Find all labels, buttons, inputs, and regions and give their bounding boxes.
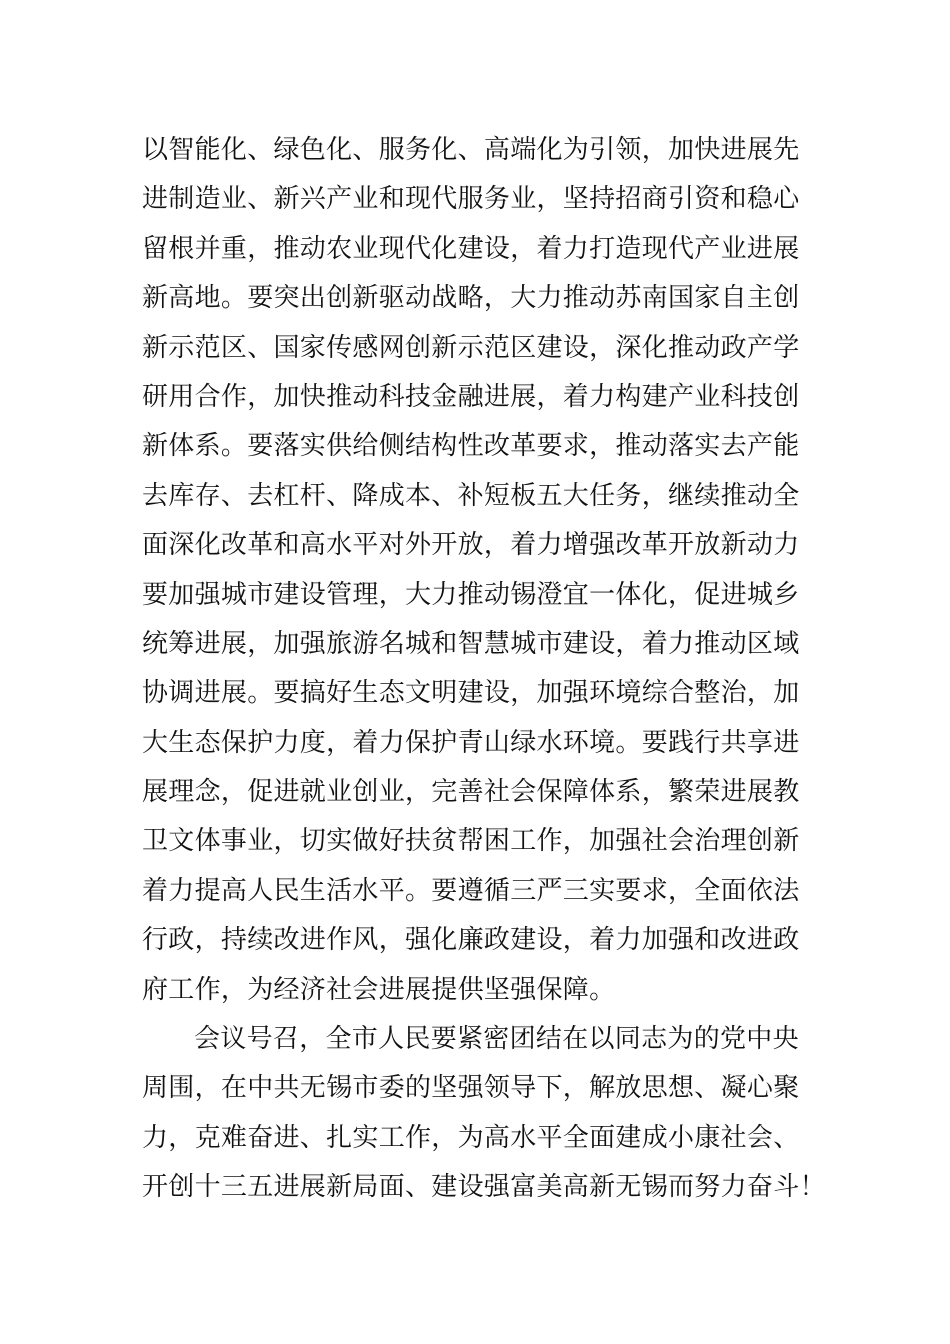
text-line: 研用合作，加快推动科技金融进展，着力构建产业科技创 bbox=[142, 381, 800, 412]
text-line: 力，克难奋进、扎实工作，为高水平全面建成小康社会、 bbox=[142, 1122, 800, 1153]
text-line: 卫文体事业，切实做好扶贫帮困工作，加强社会治理创新 bbox=[142, 826, 800, 857]
text-line: 府工作，为经济社会进展提供坚强保障。 bbox=[142, 974, 616, 1005]
text-line: 协调进展。要搞好生态文明建设，加强环境综合整治，加 bbox=[142, 678, 800, 709]
text-line: 面深化改革和高水平对外开放，着力增强改革开放新动力 bbox=[142, 530, 800, 561]
text-line: 要加强城市建设管理，大力推动锡澄宜一体化，促进城乡 bbox=[142, 579, 800, 610]
text-line: 大生态保护力度，着力保护青山绿水环境。要践行共享进 bbox=[142, 727, 800, 758]
text-line: 进制造业、新兴产业和现代服务业，坚持招商引资和稳心 bbox=[142, 184, 800, 215]
paragraph-2 bbox=[142, 1015, 826, 1213]
text-line: 统筹进展，加强旅游名城和智慧城市建设，着力推动区域 bbox=[142, 628, 800, 659]
text-line: 新高地。要突出创新驱动战略，大力推动苏南国家自主创 bbox=[142, 283, 800, 314]
text-line: 新示范区、国家传感网创新示范区建设，深化推动政产学 bbox=[142, 332, 800, 363]
text-line: 留根并重，推动农业现代化建设，着力打造现代产业进展 bbox=[142, 233, 800, 264]
text-line: 新体系。要落实供给侧结构性改革要求，推动落实去产能 bbox=[142, 431, 800, 462]
text-line: 会议号召，全市人民要紧密团结在以同志为的党中央 bbox=[194, 1024, 799, 1055]
paragraph-1 bbox=[142, 126, 822, 1015]
text-line: 展理念，促进就业创业，完善社会保障体系，繁荣进展教 bbox=[142, 777, 800, 808]
document-body bbox=[142, 126, 826, 1213]
text-line: 以智能化、绿色化、服务化、高端化为引领，加快进展先 bbox=[142, 135, 800, 165]
text-line: 去库存、去杠杆、降成本、补短板五大任务，继续推动全 bbox=[142, 480, 800, 511]
text-line: 周围，在中共无锡市委的坚强领导下，解放思想、凝心聚 bbox=[142, 1073, 800, 1104]
text-line: 行政，持续改进作风，强化廉政建设，着力加强和改进政 bbox=[142, 925, 800, 956]
text-line: 开创十三五进展新局面、建设强富美高新无锡而努力奋斗！ bbox=[142, 1172, 826, 1203]
text-line: 着力提高人民生活水平。要遵循三严三实要求，全面依法 bbox=[142, 875, 800, 906]
